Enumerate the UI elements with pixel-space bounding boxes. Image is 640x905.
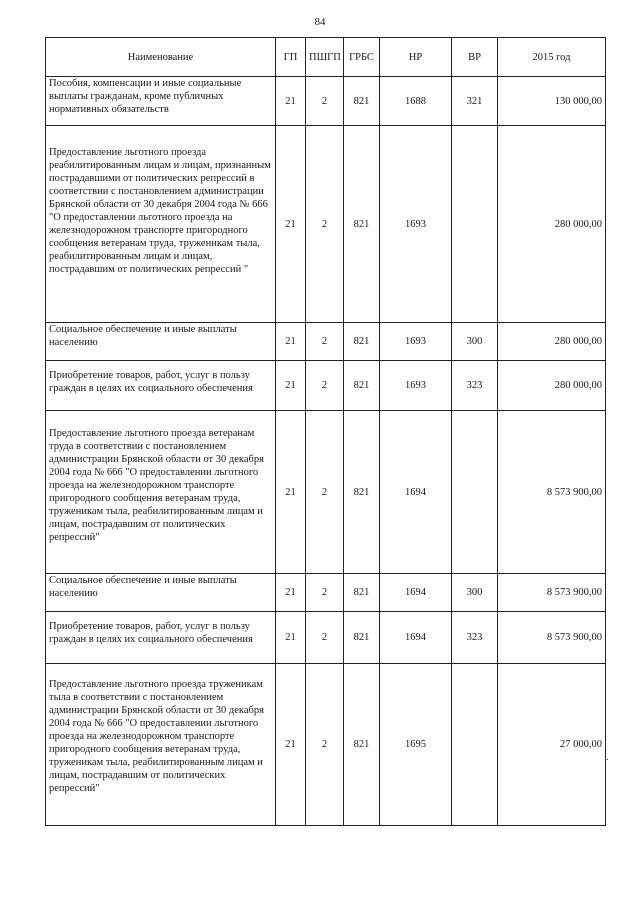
row-name: Приобретение товаров, работ, услуг в пользу граждан в целях их социального обеспечения <box>46 361 276 411</box>
row-ppgp: 2 <box>306 77 344 126</box>
row-amount: 280 000,00 <box>498 361 606 411</box>
row-grbs: 821 <box>344 612 380 664</box>
table-row <box>46 664 606 826</box>
row-amount: 8 573 900,00 <box>498 574 606 612</box>
row-gp: 21 <box>276 411 306 574</box>
table-row <box>46 411 606 574</box>
row-ppgp: 2 <box>306 574 344 612</box>
row-amount: 130 000,00 <box>498 77 606 126</box>
row-gp: 21 <box>276 361 306 411</box>
row-name: Пособия, компенсации и иные социальные выплаты гражданам, кроме публичных нормативных обязательств <box>46 77 276 126</box>
row-name: Предоставление льготного проезда ветеранам труда в соответствии с постановлением администрации Брянской области от 30 декабря 2004 года № 666 "О предоставлении льготного проезда на железнодорожном транспорте пригородного сообщения ветеранам труда, труженикам тыла, реабилитированным лицам и лицам, пострадавшим от политических репрессий" <box>46 411 276 574</box>
row-ppgp: 2 <box>306 361 344 411</box>
row-nr: 1694 <box>380 411 452 574</box>
header-ppgp: ПШГП <box>306 38 344 77</box>
row-nr: 1694 <box>380 612 452 664</box>
table-row <box>46 612 606 664</box>
table-row <box>46 361 606 411</box>
row-gp: 21 <box>276 77 306 126</box>
row-name: Социальное обеспечение и иные выплаты населению <box>46 574 276 612</box>
row-grbs: 821 <box>344 126 380 323</box>
row-grbs: 821 <box>344 77 380 126</box>
row-ppgp: 2 <box>306 411 344 574</box>
row-ppgp: 2 <box>306 126 344 323</box>
row-gp: 21 <box>276 126 306 323</box>
table-row <box>46 323 606 361</box>
row-gp: 21 <box>276 664 306 826</box>
budget-table <box>45 37 606 826</box>
row-ppgp: 2 <box>306 612 344 664</box>
scan-speck: . <box>606 752 609 763</box>
row-nr: 1694 <box>380 574 452 612</box>
row-grbs: 821 <box>344 361 380 411</box>
table-header-row <box>46 38 606 77</box>
row-ppgp: 2 <box>306 323 344 361</box>
row-grbs: 821 <box>344 664 380 826</box>
row-grbs: 821 <box>344 411 380 574</box>
header-year: 2015 год <box>498 38 606 77</box>
row-amount: 8 573 900,00 <box>498 612 606 664</box>
table-row <box>46 126 606 323</box>
page-number: 84 <box>314 16 326 28</box>
header-gp: ГП <box>276 38 306 77</box>
row-vr: 321 <box>452 77 498 126</box>
row-vr: 300 <box>452 574 498 612</box>
row-amount: 8 573 900,00 <box>498 411 606 574</box>
row-vr: 300 <box>452 323 498 361</box>
header-nr: НР <box>380 38 452 77</box>
table-row <box>46 77 606 126</box>
row-name: Предоставление льготного проезда труженикам тыла в соответствии с постановлением администрации Брянской области от 30 декабря 2004 года № 666 "О предоставлении льготного проезда на железнодорожном транспорте пригородного сообщения ветеранам труда, труженикам тыла, реабилитированным лицам и лицам, пострадавшим от политических репрессий" <box>46 664 276 826</box>
row-nr: 1688 <box>380 77 452 126</box>
row-nr: 1693 <box>380 323 452 361</box>
row-vr: 323 <box>452 361 498 411</box>
row-amount: 27 000,00 <box>498 664 606 826</box>
row-ppgp: 2 <box>306 664 344 826</box>
row-name: Предоставление льготного проезда реабилитированным лицам и лицам, признанным пострадавшими от политических репрессий в соответствии с постановлением администрации Брянской области от 30 декабря 2004 года № 666 "О предоставлении льготного проезда на железнодорожном транспорте пригородного сообщения ветеранам труда, труженикам тыла, реабилитированным лицам и лицам, пострадавшим от политических репрессий " <box>46 126 276 323</box>
row-vr <box>452 126 498 323</box>
row-amount: 280 000,00 <box>498 323 606 361</box>
row-vr: 323 <box>452 612 498 664</box>
row-grbs: 821 <box>344 323 380 361</box>
row-grbs: 821 <box>344 574 380 612</box>
row-name: Приобретение товаров, работ, услуг в пользу граждан в целях их социального обеспечения <box>46 612 276 664</box>
row-name: Социальное обеспечение и иные выплаты населению <box>46 323 276 361</box>
table-row <box>46 574 606 612</box>
row-gp: 21 <box>276 574 306 612</box>
row-nr: 1693 <box>380 361 452 411</box>
row-vr <box>452 664 498 826</box>
header-grbs: ГРБС <box>344 38 380 77</box>
row-nr: 1695 <box>380 664 452 826</box>
row-nr: 1693 <box>380 126 452 323</box>
row-amount: 280 000,00 <box>498 126 606 323</box>
row-gp: 21 <box>276 612 306 664</box>
header-vr: ВР <box>452 38 498 77</box>
row-vr <box>452 411 498 574</box>
row-gp: 21 <box>276 323 306 361</box>
header-name: Наименование <box>46 38 276 77</box>
